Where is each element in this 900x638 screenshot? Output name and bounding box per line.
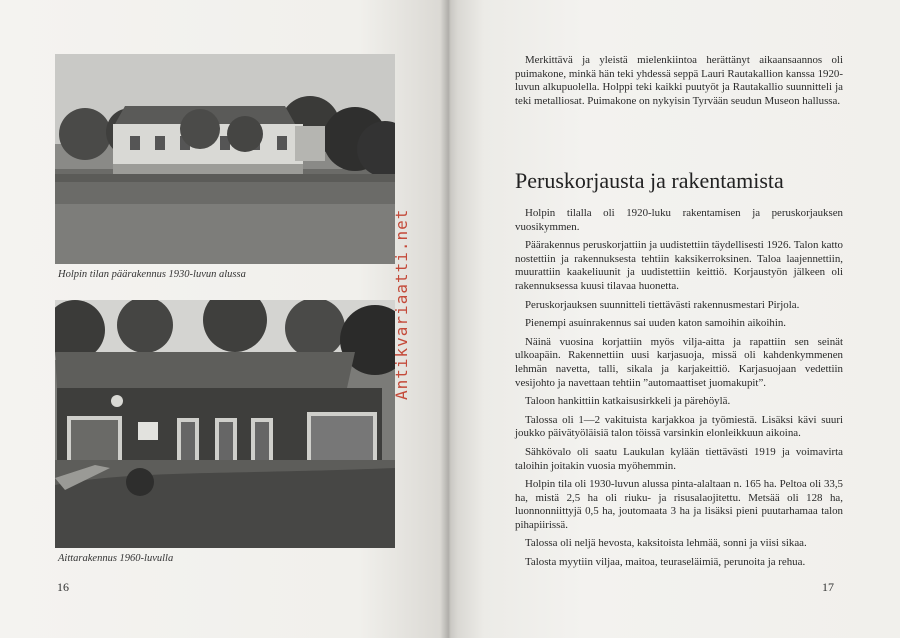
photo-main-building-caption: Holpin tilan päärakennus 1930-luvun alussa	[58, 269, 246, 280]
paragraph: Pienempi asuinrakennus sai uuden katon samoihin aikoihin.	[525, 317, 787, 330]
paragraph: Talossa oli neljä hevosta, kaksitoista lehmää, sonni ja viisi sikaa.	[525, 537, 807, 550]
paragraph: Päärakennus peruskorjattiin ja uudistettiin täydellisesti 1926. Talon katto nostettiin ja rakennuksesta tehtiin kaksikerroksinen. Taloa laajennettiin, muurattiin kaakeliuunit ja uudistettiin keittiö. Korjaustyön jälkeen oli rakennuksessa kuusi tilavaa huonetta.	[515, 239, 843, 292]
paragraph: Sähkövalo oli saatu Laukulan kylään tiettävästi 1919 ja voimavirta taloihin joitakin vuosia myöhemmin.	[515, 445, 843, 472]
photo-storehouse	[55, 300, 395, 548]
intro-paragraph: Merkittävä ja yleistä mielenkiintoa herättänyt aikaansaannos oli puimakone, minkä hän teki yhdessä seppä Lauri Rautakallion kanssa 1920-luvun alkupuolella. Holppi teki kaikki puutyöt ja Rautakallio suunnitteli ja teki metalliosat. Puimakone on nykyisin Tyrvään seudun Museon hallussa.	[515, 54, 843, 107]
paragraph: Holpin tila oli 1930-luvun alussa pinta-alaltaan n. 165 ha. Peltoa oli 33,5 ha, mistä 2,5 ha oli riuku- ja risusalaojitettu. Metsää oli 128 ha, luonnonniittyjä 0,5 ha, joutomaata 3 ha ja lisäksi pieni puutarhamaa talon pihapiirissä.	[515, 478, 843, 531]
photo-main-building	[55, 54, 395, 264]
paragraph: Taloon hankittiin katkaisusirkkeli ja pärehöylä.	[525, 395, 731, 408]
body-text	[515, 207, 843, 575]
paragraph: Näinä vuosina korjattiin myös vilja-aitta ja rapattiin sen seinät ulkoapäin. Rakennettiin uusi karjasuoja, missä oli kahdenkymmenen lehmän navetta, talli, sikala ja karjakeittiö. Karjasuojaan vedettiin vesijohto ja navettaan tehtiin ”automaattiset juomakupit”.	[515, 335, 843, 389]
photo-storehouse-caption: Aittarakennus 1960-luvulla	[58, 553, 174, 564]
paragraph: Peruskorjauksen suunnitteli tiettävästi rakennusmestari Pirjola.	[525, 298, 800, 311]
section-heading: Peruskorjausta ja rakentamista	[515, 168, 784, 193]
paragraph: Talosta myytiin viljaa, maitoa, teuraseläimiä, perunoita ja rehua.	[525, 556, 806, 569]
left-page	[0, 0, 448, 638]
paragraph: Holpin tilalla oli 1920-luku rakentamisen ja peruskorjauksen vuosikymmen.	[515, 207, 843, 233]
watermark: Antikvariaatti.net	[392, 208, 411, 400]
book-gutter	[440, 0, 458, 638]
photo-storehouse-image	[55, 300, 395, 548]
intro-paragraph-block	[515, 54, 843, 108]
page-number-left: 16	[57, 580, 69, 594]
paragraph: Talossa oli 1—2 vakituista karjakkoa ja työmiestä. Lisäksi kävi suuri joukko päivätyöläisiä talon töissä varsinkin elonleikkuun aikoina.	[515, 413, 843, 440]
page-number-right: 17	[822, 580, 834, 594]
photo-main-building-image	[55, 54, 395, 264]
